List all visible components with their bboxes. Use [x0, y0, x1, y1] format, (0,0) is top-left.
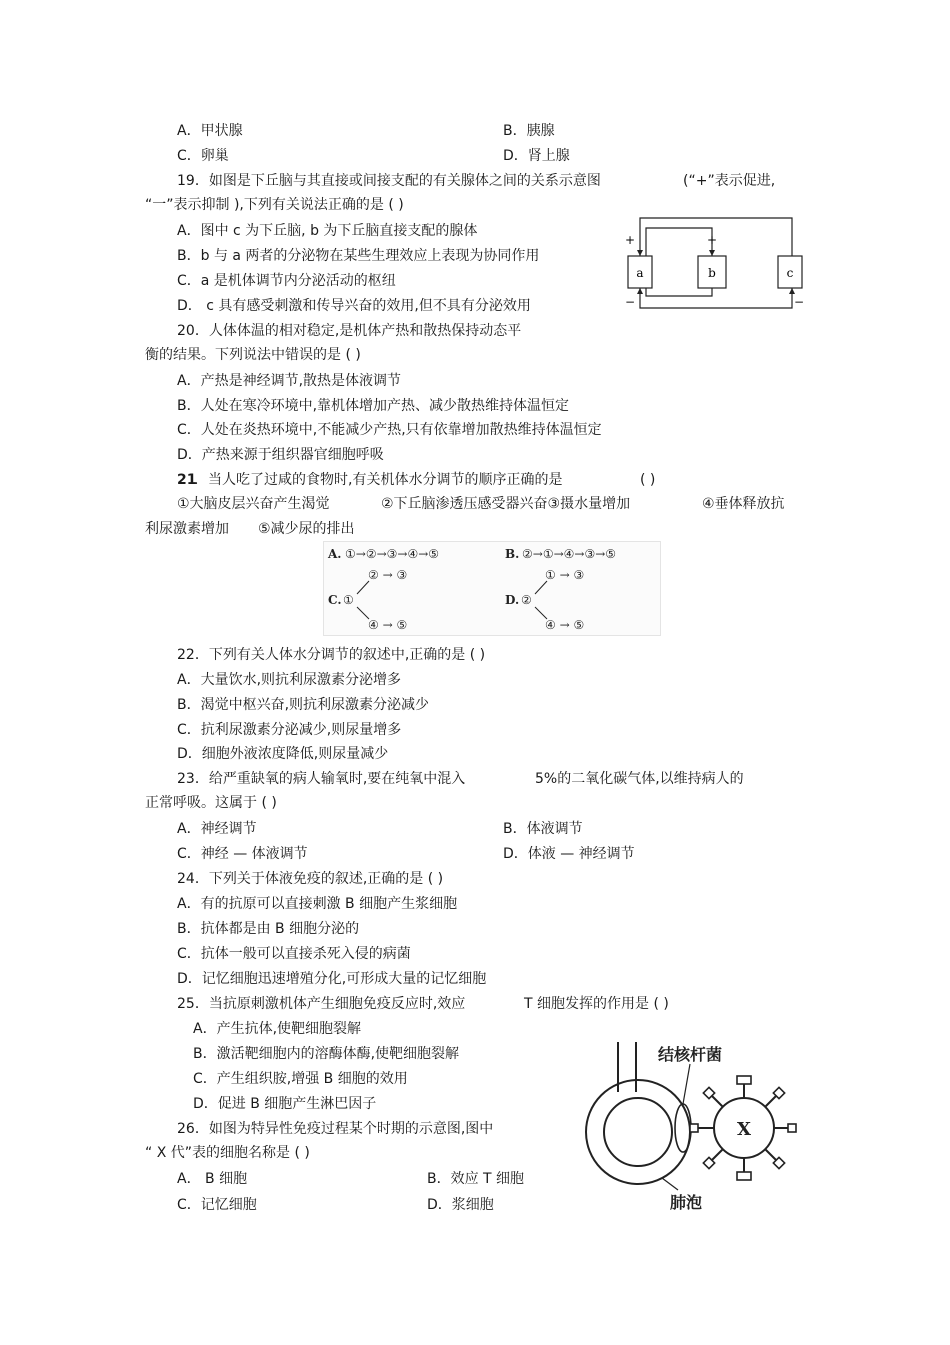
plus-sign-b: + — [706, 233, 718, 247]
q20-option-c: C．人处在炎热环境中,不能减少产热,只有依靠增加散热维持体温恒定 — [177, 422, 602, 438]
q21-opt-d-top: ① → ③ — [545, 568, 585, 582]
q26-option-d: D．浆细胞 — [427, 1197, 494, 1213]
q22-option-b: B．渴觉中枢兴奋,则抗利尿激素分泌减少 — [177, 697, 430, 713]
q25-option-b: B．激活靶细胞内的溶酶体酶,使靶细胞裂解 — [193, 1046, 460, 1062]
q22-option-c: C．抗利尿激素分泌减少,则尿量增多 — [177, 722, 402, 738]
q21-opt-a-label: A. — [328, 547, 342, 561]
q23-stem-line1a: 23．给严重缺氧的病人输氧时,要在纯氧中混入 — [177, 771, 466, 787]
q22-option-d: D．细胞外液浓度降低,则尿量减少 — [177, 746, 389, 762]
plus-sign-a: + — [624, 233, 636, 247]
q21-opt-a-seq: ①→②→③→④→⑤ — [345, 547, 440, 561]
q25-option-a: A．产生抗体,使靶细胞裂解 — [193, 1021, 362, 1037]
q18-option-a: A．甲状腺 — [177, 123, 243, 139]
q21-opt-c-root: ① — [343, 593, 354, 607]
q20-stem-line1: 20．人体体温的相对稳定,是机体产热和散热保持动态平 — [177, 323, 522, 339]
q24-option-a: A．有的抗原可以直接刺激 B 细胞产生浆细胞 — [177, 896, 458, 912]
q23-option-b: B．体液调节 — [503, 821, 583, 837]
q21-opt-b-label: B. — [505, 547, 520, 561]
q21-item-2-3: ②下丘脑渗透压感受器兴奋③摄水量增加 — [381, 496, 631, 512]
q20-stem-line2: 衡的结果。下列说法中错误的是 ( ) — [145, 347, 361, 363]
label-x-cell: X — [737, 1119, 751, 1140]
q24-stem: 24．下列关于体液免疫的叙述,正确的是 ( ) — [177, 871, 444, 887]
q21-opt-c-top: ② → ③ — [368, 568, 408, 582]
q18-option-c: C．卵巢 — [177, 148, 229, 164]
gland-label-b: b — [708, 266, 716, 280]
q21-opt-d-label: D. — [505, 593, 520, 607]
q21-item-1: ①大脑皮层兴奋产生渴觉 — [177, 496, 330, 512]
gland-label-c: c — [786, 266, 794, 280]
q21-item-4b: 利尿激素增加 — [145, 521, 229, 537]
minus-sign-c: − — [793, 295, 805, 309]
q24-option-c: C．抗体一般可以直接杀死入侵的病菌 — [177, 946, 411, 962]
q26-immune-figure — [580, 1040, 810, 1220]
q21-item-4a: ④垂体释放抗 — [702, 496, 785, 512]
q24-option-b: B．抗体都是由 B 细胞分泌的 — [177, 921, 360, 937]
q21-opt-c-bottom: ④ → ⑤ — [368, 618, 408, 632]
q25-option-c: C．产生组织胺,增强 B 细胞的效用 — [193, 1071, 408, 1087]
minus-sign-a: − — [624, 295, 636, 309]
q19-stem-line1-note: (“+”表示促进, — [683, 173, 776, 189]
q21-opt-d-root: ② — [521, 593, 532, 607]
q20-option-b: B．人处在寒冷环境中,靠机体增加产热、减少散热维持体温恒定 — [177, 398, 570, 414]
q21-options-figure — [323, 541, 661, 636]
q20-option-a: A．产热是神经调节,散热是体液调节 — [177, 373, 402, 389]
q26-option-c: C．记忆细胞 — [177, 1197, 257, 1213]
q26-stem-line1: 26．如图为特异性免疫过程某个时期的示意图,图中 — [177, 1121, 494, 1137]
q21-number: 21 — [177, 472, 197, 488]
q24-option-d: D．记忆细胞迅速增殖分化,可形成大量的记忆细胞 — [177, 971, 487, 987]
q19-stem-line2: “一”表示抑制 ),下列有关说法正确的是 ( ) — [145, 197, 404, 213]
q25-stem-a: 25．当抗原刺激机体产生细胞免疫反应时,效应 — [177, 996, 466, 1012]
q21-opt-c-label: C. — [328, 593, 342, 607]
q18-option-b: B．胰腺 — [503, 123, 555, 139]
q21-opt-d-bottom: ④ → ⑤ — [545, 618, 585, 632]
q23-option-a: A．神经调节 — [177, 821, 257, 837]
gland-label-a: a — [636, 266, 644, 280]
q26-option-a: A． B 细胞 — [177, 1171, 248, 1187]
label-tuberculosis: 结核杆菌 — [658, 1045, 723, 1064]
q21-paren: ( ) — [640, 472, 656, 488]
q21-stem: ．当人吃了过咸的食物时,有关机体水分调节的顺序正确的是 — [194, 472, 563, 488]
label-alveolus: 肺泡 — [670, 1193, 703, 1212]
q19-option-c: C．a 是机体调节内分泌活动的枢纽 — [177, 273, 396, 289]
q22-option-a: A．大量饮水,则抗利尿激素分泌增多 — [177, 672, 402, 688]
q19-stem-line1: 19．如图是下丘脑与其直接或间接支配的有关腺体之间的关系示意图 — [177, 173, 601, 189]
q22-stem: 22．下列有关人体水分调节的叙述中,正确的是 ( ) — [177, 647, 486, 663]
q26-stem-line2: “ X 代”表的细胞名称是 ( ) — [145, 1145, 310, 1161]
q25-option-d: D．促进 B 细胞产生淋巴因子 — [193, 1096, 377, 1112]
q23-option-c: C．神经 — 体液调节 — [177, 846, 308, 862]
q23-option-d: D．体液 — 神经调节 — [503, 846, 635, 862]
q20-option-d: D．产热来源于组织器官细胞呼吸 — [177, 447, 384, 463]
q23-stem-line2: 正常呼吸。这属于 ( ) — [145, 795, 277, 811]
q21-opt-b-seq: ②→①→④→③→⑤ — [522, 547, 617, 561]
q23-stem-line1b: 5%的二氧化碳气体,以维持病人的 — [535, 771, 744, 787]
q21-item-5: ⑤减少尿的排出 — [258, 521, 355, 537]
q18-option-d: D．肾上腺 — [503, 148, 570, 164]
q19-option-a: A．图中 c 为下丘脑, b 为下丘脑直接支配的腺体 — [177, 223, 478, 239]
q19-option-b: B．b 与 a 两者的分泌物在某些生理效应上表现为协同作用 — [177, 248, 540, 264]
q26-option-b: B．效应 T 细胞 — [427, 1171, 525, 1187]
q19-option-d: D． c 具有感受刺激和传导兴奋的效用,但不具有分泌效用 — [177, 298, 531, 314]
q25-stem-b: T 细胞发挥的作用是 ( ) — [524, 996, 669, 1012]
q19-gland-diagram — [622, 216, 808, 312]
